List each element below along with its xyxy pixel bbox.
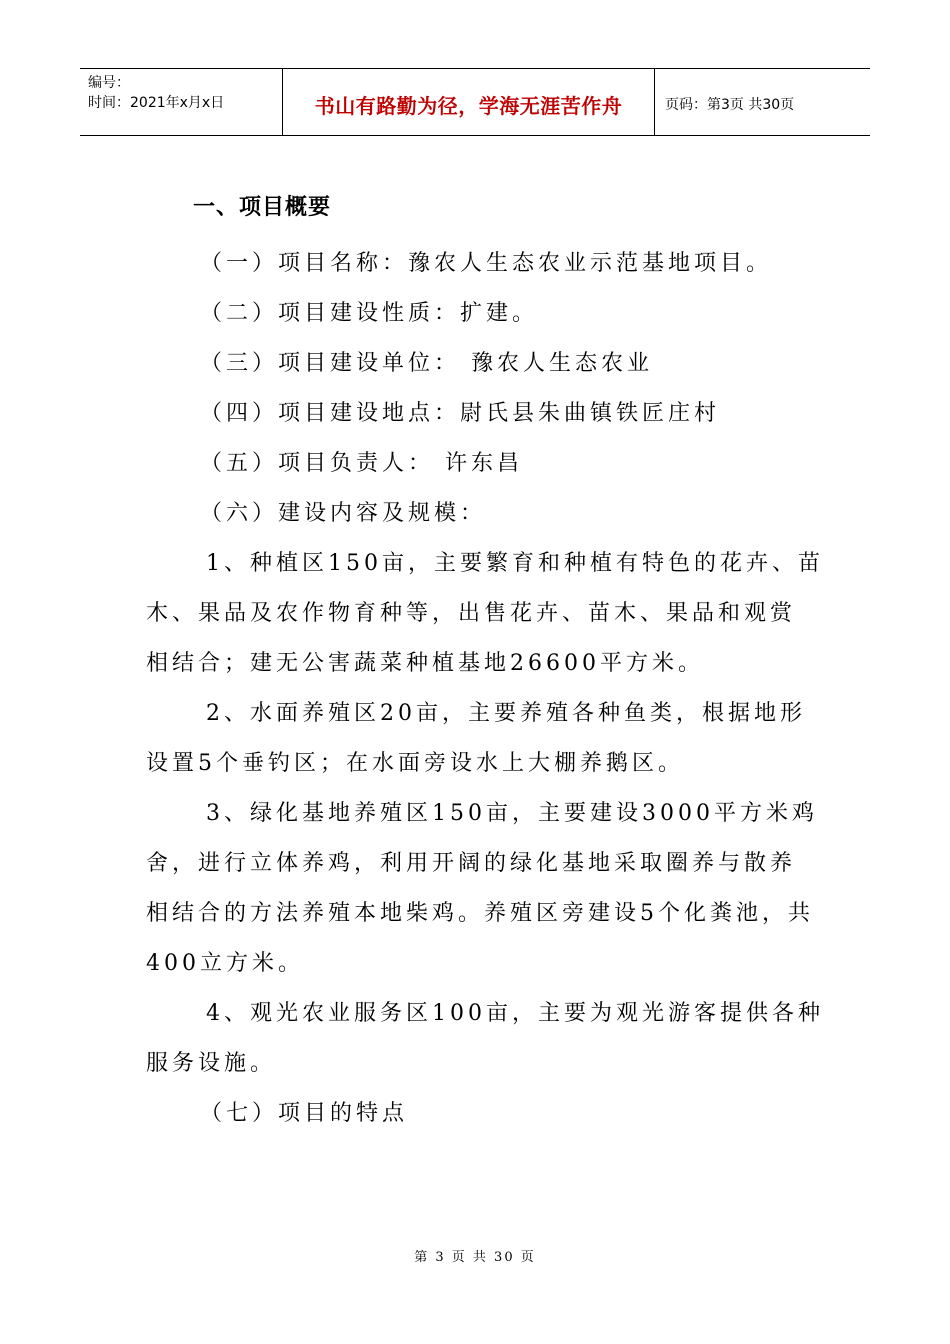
paragraph-line: （四）项目建设地点：尉氏县朱曲镇铁匠庄村 <box>200 401 721 426</box>
paragraph-line: 木、果品及农作物育种等，出售花卉、苗木、果品和观赏 <box>146 601 797 626</box>
header-motto: 书山有路勤为径，学海无涯苦作舟 <box>283 69 655 135</box>
paragraph-line: （五）项目负责人： 许东昌 <box>200 451 523 476</box>
page-footer: 第 3 页 共 30 页 <box>414 1250 536 1265</box>
header-meta <box>80 69 283 135</box>
document-header <box>80 68 870 136</box>
paragraph-line: 1、种植区150亩，主要繁育和种植有特色的花卉、苗 <box>206 551 824 576</box>
paragraph-line: 400立方米。 <box>146 951 304 976</box>
paragraph-line: 设置5个垂钓区；在水面旁设水上大棚养鹅区。 <box>146 751 684 776</box>
paragraph-line: 4、观光农业服务区100亩，主要为观光游客提供各种 <box>206 1001 824 1026</box>
paragraph-line: （一）项目名称：豫农人生态农业示范基地项目。 <box>200 251 773 276</box>
paragraph-line: 相结合的方法养殖本地柴鸡。养殖区旁建设5个化粪池，共 <box>146 901 814 926</box>
paragraph-line: 舍，进行立体养鸡，利用开阔的绿化基地采取圈养与散养 <box>146 851 797 876</box>
paragraph-line: 2、水面养殖区20亩，主要养殖各种鱼类，根据地形 <box>206 701 806 726</box>
section-title: 一、项目概要 <box>193 195 332 220</box>
document-number-label: 编号： <box>88 75 130 91</box>
paragraph-line: 服务设施。 <box>146 1051 277 1076</box>
paragraph-line: 相结合；建无公害蔬菜种植基地26600平方米。 <box>146 651 704 676</box>
paragraph-line: （七）项目的特点 <box>200 1101 409 1126</box>
document-time-label: 时间：2021年x月x日 <box>88 95 225 111</box>
paragraph-line: （三）项目建设单位： 豫农人生态农业 <box>200 351 653 376</box>
paragraph-line: （六）建设内容及规模： <box>200 501 487 526</box>
header-page-label: 页码：第3页 共30页 <box>665 97 795 113</box>
paragraph-line: 3、绿化基地养殖区150亩，主要建设3000平方米鸡 <box>206 801 818 826</box>
paragraph-line: （二）项目建设性质：扩建。 <box>200 301 539 326</box>
